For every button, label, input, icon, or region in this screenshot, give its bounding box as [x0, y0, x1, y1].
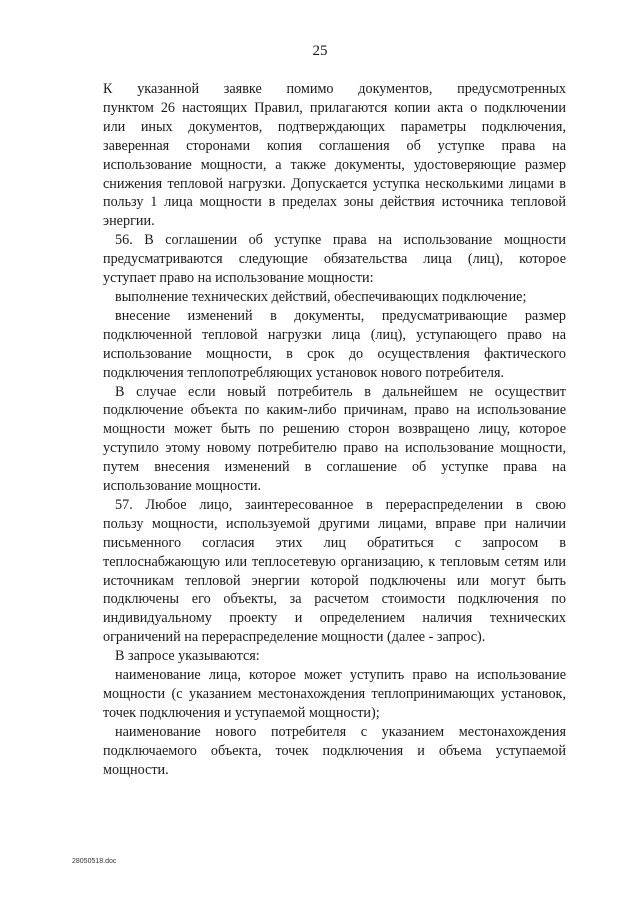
paragraph-line: теплоснабжающую или теплосетевую организацию, к тепловым сетям или [103, 553, 566, 570]
paragraph-line: индивидуальному проекту и определением наличия технических [103, 610, 566, 627]
paragraph-line: или иных документов, подтверждающих параметры подключения, [103, 118, 566, 135]
paragraph-line: использование мощности, а также документы, удостоверяющие размер [103, 156, 566, 173]
paragraph-line: ограничений на перераспределение мощности (далее - запрос). [103, 629, 486, 646]
paragraph-line: источникам тепловой энергии которой подключены или могут быть [103, 572, 566, 589]
paragraph-line: подключения теплопотребляющих установок нового потребителя. [103, 364, 505, 381]
paragraph-line: 56. В соглашении об уступке права на использование мощности [115, 232, 566, 249]
paragraph-line: подключенной тепловой нагрузки лица (лиц), уступающего право на [103, 326, 566, 343]
paragraph-line: использование мощности. [103, 478, 262, 495]
paragraph-line: пользу мощности, используемой другими лицами, вправе при наличии [103, 515, 566, 532]
paragraph-line: точек подключения и уступаемой мощности); [103, 704, 380, 721]
paragraph-line: К указанной заявке помимо документов, предусмотренных [103, 81, 566, 97]
page-number: 25 [312, 43, 328, 59]
paragraph-line: энергии. [103, 213, 155, 230]
footer-filename: 28050518.doc [72, 858, 117, 865]
paragraph-line: наименование лица, которое может уступить право на использование [115, 667, 566, 684]
paragraph-line: выполнение технических действий, обеспечивающих подключение; [115, 288, 527, 305]
paragraph-line: внесение изменений в документы, предусматривающие размер [115, 307, 566, 324]
paragraph-line: использование мощности, в срок до осуществления фактического [103, 345, 566, 362]
paragraph-line: путем внесения изменений в соглашение об уступке права на [103, 459, 566, 476]
paragraph-line: подключаемого объекта, точек подключения и объема уступаемой [103, 742, 566, 759]
paragraph-line: снижения тепловой нагрузки. Допускается уступка несколькими лицами в [103, 175, 566, 192]
paragraph-line: мощности. [103, 761, 169, 778]
paragraph-line: наименование нового потребителя с указанием местонахождения [115, 723, 566, 740]
paragraph-line: В случае если новый потребитель в дальнейшем не осуществит [115, 383, 566, 400]
paragraph-line: уступило этому новому потребителю право на использование мощности, [103, 440, 566, 457]
paragraph-line: пунктом 26 настоящих Правил, прилагаются копии акта о подключении [103, 99, 566, 116]
paragraph-line: мощности может быть по решению сторон возвращено лицу, которое [103, 421, 566, 438]
paragraph-line: 57. Любое лицо, заинтересованное в перераспределении в свою [115, 496, 566, 513]
paragraph-line: пользу 1 лица мощности в пределах зоны действия источника тепловой [103, 194, 566, 211]
paragraph-line: уступает право на использование мощности: [103, 270, 374, 287]
paragraph-line: подключение объекта по каким-либо причинам, право на использование [103, 402, 566, 419]
document-body [103, 80, 566, 780]
paragraph-line: заверенная сторонами копия соглашения об уступке права на [103, 137, 566, 154]
paragraph-line: В запросе указываются: [115, 648, 260, 665]
paragraph-line: письменного согласия этих лиц обратиться с запросом в [103, 534, 566, 551]
paragraph-line: подключены его объекты, за расчетом стоимости подключения по [103, 591, 566, 608]
paragraph-line: предусматриваются следующие обязательства лица (лиц), которое [103, 251, 566, 268]
paragraph-line: мощности (с указанием местонахождения теплопринимающих установок, [103, 686, 566, 702]
